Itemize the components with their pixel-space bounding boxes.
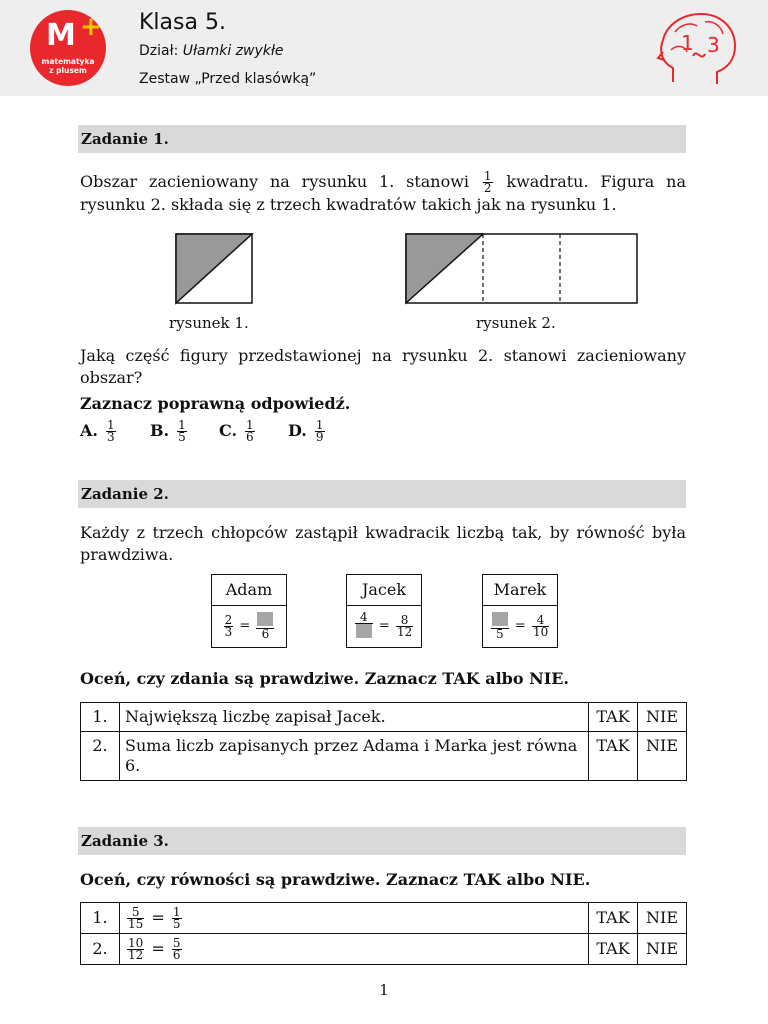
equation-right	[396, 612, 413, 639]
table-row	[81, 703, 687, 732]
option-letter: D.	[288, 421, 307, 440]
row-number: 2.	[81, 732, 120, 781]
caption-1: rysunek 1.	[169, 314, 249, 332]
task3-instruction: Oceń, czy równości są prawdziwe. Zaznacz TAK albo NIE.	[80, 870, 591, 889]
logo-text-1: matematyka	[41, 57, 95, 66]
task1-instruction: Zaznacz poprawną odpowiedź.	[80, 394, 351, 413]
icon-one: 1	[681, 31, 694, 55]
option-fraction	[106, 420, 116, 443]
row-statement: Suma liczb zapisanych przez Adama i Marka jest równa 6.	[120, 732, 589, 781]
frac-den: 12	[128, 947, 144, 962]
logo	[30, 10, 106, 86]
frac-den: 15	[128, 916, 144, 931]
table-row	[81, 934, 687, 965]
tak-option[interactable]: TAK	[589, 732, 638, 781]
frac-den: 5	[172, 916, 181, 931]
frac-num: 2	[224, 612, 233, 627]
boy-card-jacek	[346, 574, 422, 648]
frac-den: 3	[106, 430, 115, 444]
equation-left	[355, 612, 373, 640]
boy-name: Adam	[212, 575, 286, 606]
caption-2: rysunek 2.	[476, 314, 556, 332]
equals-sign: =	[151, 938, 165, 958]
equation-left	[127, 904, 144, 931]
frac-num: 1	[106, 418, 115, 432]
frac-den: 5	[495, 627, 504, 641]
boy-card-adam	[211, 574, 287, 648]
boy-equation	[212, 606, 286, 640]
frac-num: 1	[483, 169, 492, 183]
equation-right	[532, 612, 549, 639]
tak-option[interactable]: TAK	[589, 903, 638, 934]
equals-sign: =	[378, 618, 390, 634]
logo-plus: +	[80, 12, 102, 42]
set-name: Zestaw „Przed klasówką”	[139, 71, 317, 87]
equation-right	[172, 904, 182, 931]
task1-text	[80, 171, 686, 216]
nie-option[interactable]: NIE	[638, 703, 687, 732]
option-fraction	[245, 420, 255, 443]
equation-left	[127, 935, 144, 962]
frac-num: 5	[172, 935, 181, 950]
section-label: Dział:	[139, 43, 179, 59]
frac-num: 8	[396, 615, 413, 627]
section-line	[139, 43, 284, 59]
nie-option[interactable]: NIE	[638, 903, 687, 934]
frac-den: 3	[224, 624, 233, 639]
equation-left	[491, 612, 509, 640]
option-a[interactable]	[80, 420, 118, 443]
option-d[interactable]	[288, 420, 327, 443]
equation-right	[172, 935, 182, 962]
boy-name: Jacek	[347, 575, 421, 606]
frac-den: 6	[246, 430, 254, 444]
blank-square	[355, 624, 373, 640]
icon-three: 3	[707, 33, 720, 57]
row-number: 1.	[81, 903, 120, 934]
task2-table	[80, 702, 687, 781]
table-row	[81, 732, 687, 781]
equation-left	[224, 612, 234, 639]
equals-sign: =	[151, 907, 165, 927]
frac-num: 1	[172, 904, 181, 919]
task3-table	[80, 902, 687, 965]
class-title: Klasa 5.	[139, 10, 226, 35]
frac-den: 5	[178, 430, 186, 444]
page-number: 1	[379, 981, 389, 999]
task1-text-after: kwadratu. Figura na rysunku 2. składa się z trzech kwadratów takich jak na rysunku 1.	[80, 172, 687, 214]
equation-right	[256, 612, 274, 640]
frac-den: 6	[261, 627, 270, 641]
row-statement: Największą liczbę zapisał Jacek.	[120, 703, 589, 732]
figure-2	[405, 233, 639, 305]
task1-question: Jaką część figury przedstawionej na rysunku 2. stanowi zacieniowany obszar?	[80, 346, 686, 387]
task3-title: Zadanie 3.	[78, 827, 686, 855]
head-icon	[655, 10, 739, 90]
equals-sign: =	[514, 618, 526, 634]
frac-num: 1	[246, 418, 254, 432]
option-letter: A.	[80, 421, 98, 440]
option-b[interactable]	[150, 420, 189, 443]
boy-name: Marek	[483, 575, 557, 606]
task1-title: Zadanie 1.	[78, 125, 686, 153]
task1-text-before: Obszar zacieniowany na rysunku 1. stanowi	[80, 172, 470, 191]
row-equation	[120, 934, 589, 965]
logo-letter: M	[46, 18, 76, 53]
boy-equation	[347, 606, 421, 640]
option-fraction	[177, 420, 187, 443]
task2-text: Każdy z trzech chłopców zastąpił kwadracik liczbą tak, by równość była prawdziwa.	[80, 523, 686, 564]
task2-instruction: Oceń, czy zdania są prawdziwe. Zaznacz TAK albo NIE.	[80, 669, 569, 688]
frac-den: 2	[483, 181, 492, 195]
page-header	[0, 0, 768, 96]
frac-num: 4	[355, 612, 373, 624]
row-number: 2.	[81, 934, 120, 965]
tak-option[interactable]: TAK	[589, 703, 638, 732]
option-letter: C.	[219, 421, 238, 440]
boy-equation	[483, 606, 557, 640]
nie-option[interactable]: NIE	[638, 732, 687, 781]
frac-den: 6	[172, 947, 181, 962]
frac-den: 9	[315, 430, 324, 444]
section-value: Ułamki zwykłe	[182, 43, 284, 59]
option-c[interactable]	[219, 420, 257, 443]
row-number: 1.	[81, 703, 120, 732]
fraction-half	[483, 171, 493, 194]
frac-num: 1	[315, 418, 324, 432]
frac-num: 4	[532, 615, 549, 627]
frac-num: 10	[128, 935, 144, 950]
logo-text-2: z plusem	[49, 66, 87, 75]
table-row	[81, 903, 687, 934]
frac-num: 1	[178, 418, 186, 432]
task2-title: Zadanie 2.	[78, 480, 686, 508]
frac-num: 5	[127, 907, 144, 919]
boy-card-marek	[482, 574, 558, 648]
tak-option[interactable]: TAK	[589, 934, 638, 965]
figure-1	[175, 233, 255, 305]
option-fraction	[315, 420, 325, 443]
frac-den: 12	[396, 624, 413, 639]
frac-den: 10	[532, 624, 549, 639]
nie-option[interactable]: NIE	[638, 934, 687, 965]
equals-sign: =	[239, 618, 251, 634]
option-letter: B.	[150, 421, 170, 440]
row-equation	[120, 903, 589, 934]
